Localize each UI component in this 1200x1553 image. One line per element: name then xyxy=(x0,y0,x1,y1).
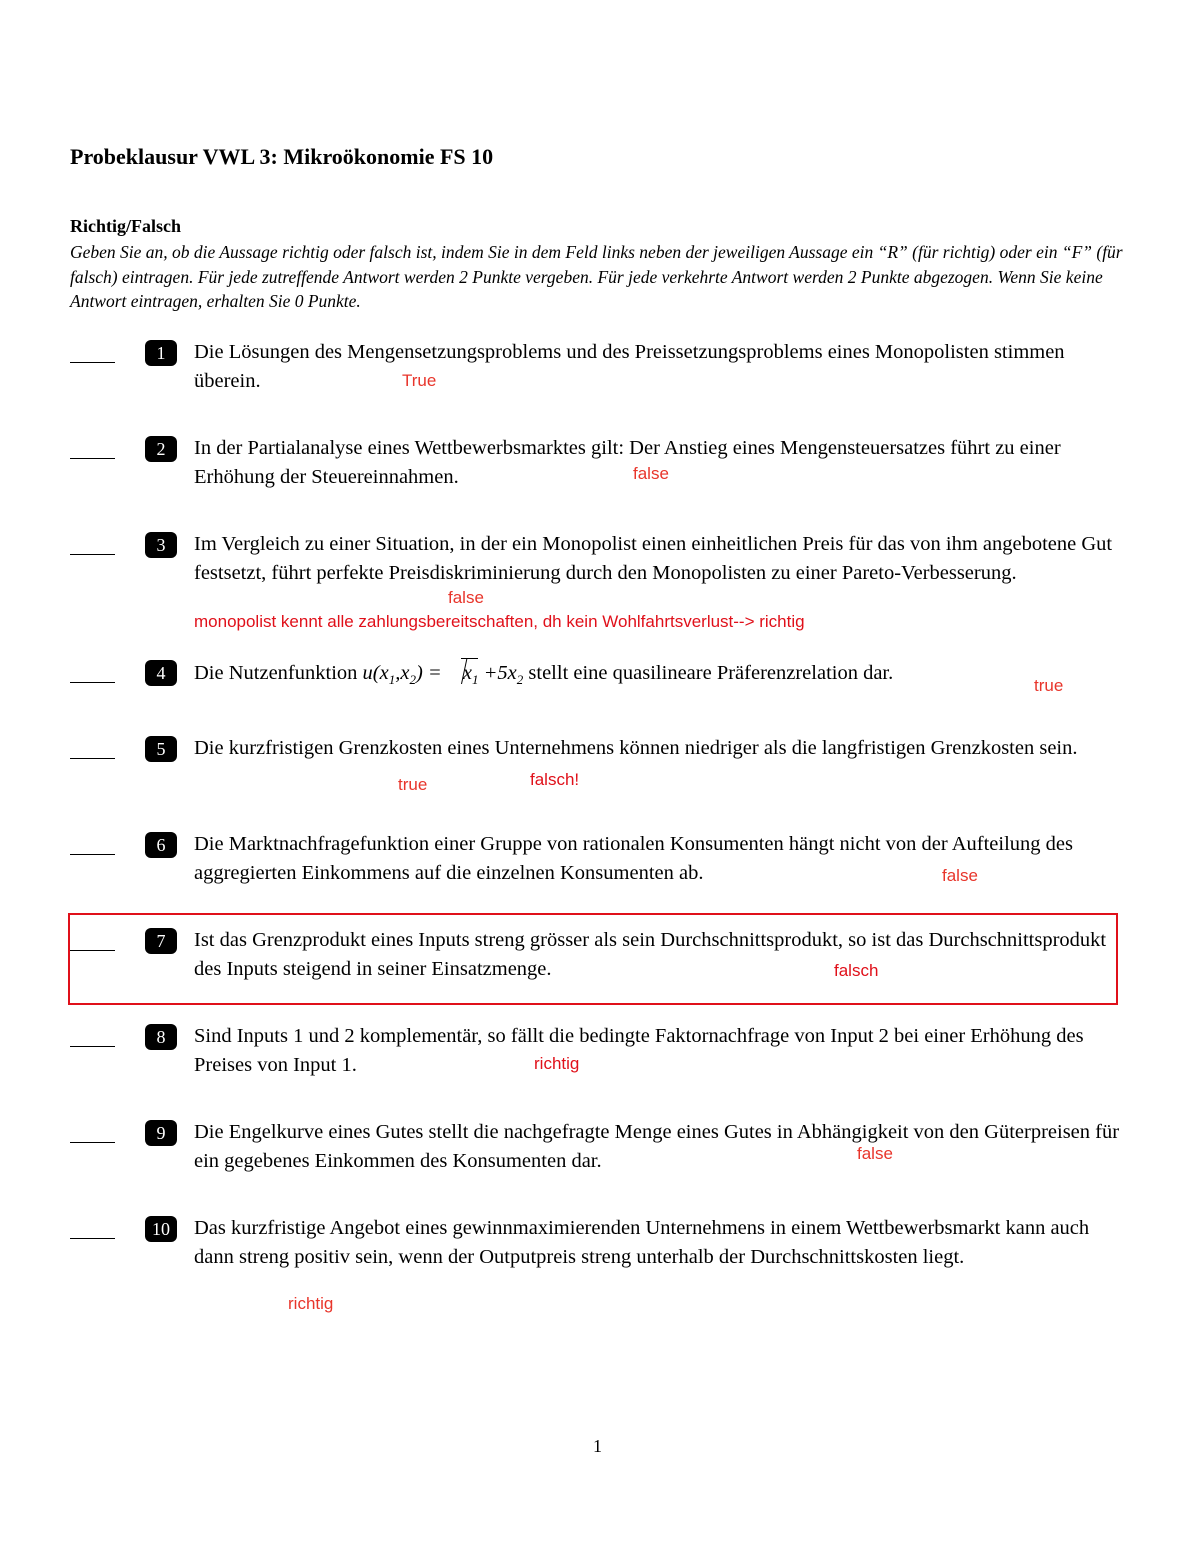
question-text: In der Partialanalyse eines Wettbewerbsmarktes gilt: Der Anstieg eines Mengensteuersatzes führt zu einer Erhöhung der Steuereinnahmen. xyxy=(194,437,1061,488)
annotation-q3-note: monopolist kennt alle zahlungsbereitschaften, dh kein Wohlfahrtsverlust--> richtig xyxy=(194,612,805,631)
question-text: Die Marktnachfragefunktion einer Gruppe von rationalen Konsumenten hängt nicht von der Aufteilung des aggregierten Einkommens auf die einzelnen Konsumenten ab. xyxy=(194,833,1073,884)
annotation-q10: richtig xyxy=(288,1294,334,1313)
question-number-badge: 9 xyxy=(145,1120,177,1146)
annotation-q8: richtig xyxy=(534,1054,580,1073)
section-heading: Richtig/Falsch xyxy=(70,216,181,236)
answer-blank[interactable] xyxy=(70,736,115,759)
annotation-q5-a: true xyxy=(398,775,428,794)
answer-blank[interactable] xyxy=(70,1216,115,1239)
answer-blank[interactable] xyxy=(70,1120,115,1143)
question-number-badge: 1 xyxy=(145,340,177,366)
question-number-badge: 6 xyxy=(145,832,177,858)
question-number-badge: 10 xyxy=(145,1216,177,1242)
answer-blank[interactable] xyxy=(70,660,115,683)
annotation-q1: True xyxy=(402,371,437,390)
annotation-q3: false xyxy=(448,588,484,607)
answer-blank[interactable] xyxy=(70,436,115,459)
annotation-q4: true xyxy=(1034,676,1064,695)
answer-blank[interactable] xyxy=(70,532,115,555)
question-number-badge: 2 xyxy=(145,436,177,462)
answer-blank[interactable] xyxy=(70,1024,115,1047)
question-number-badge: 4 xyxy=(145,660,177,686)
answer-blank[interactable] xyxy=(70,832,115,855)
question-text: Die Engelkurve eines Gutes stellt die nachgefragte Menge eines Gutes in Abhängigkeit von den Güterpreisen für ein gegebenes Einkommen des Konsumenten dar. xyxy=(194,1121,1120,1172)
document-title: Probeklausur VWL 3: Mikroökonomie FS 10 xyxy=(70,144,494,169)
annotation-q6: false xyxy=(942,866,978,885)
question-text: Die Lösungen des Mengensetzungsproblems und des Preissetzungsproblems eines Monopolisten stimmen überein. xyxy=(194,341,1065,392)
question-text: Sind Inputs 1 und 2 komplementär, so fällt die bedingte Faktornachfrage von Input 2 bei einer Erhöhung des Preises von Input 1. xyxy=(194,1025,1084,1076)
question-text-after: stellt eine quasilineare Präferenzrelation dar. xyxy=(528,662,894,684)
instructions-text: Geben Sie an, ob die Aussage richtig oder falsch ist, indem Sie in dem Feld links neben der jeweiligen Aussage ein “R” (für richtig) oder ein “F” (für falsch) eintragen. Für jede zutreffende Antwort werden 2 Punkte vergeben. Für jede verkehrte Antwort werden 2 Punkte abgezogen. Wenn Sie keine Antwort eintragen, erhalten Sie 0 Punkte. xyxy=(70,242,1123,311)
question-number-badge: 3 xyxy=(145,532,177,558)
question-number-badge: 7 xyxy=(145,928,177,954)
question-text xyxy=(194,658,1134,695)
question-text: Das kurzfristige Angebot eines gewinnmaximierenden Unternehmens in einem Wettbewerbsmarkt kann auch dann streng positiv sein, wenn der Outputpreis streng unterhalb der Durchschnittskosten liegt. xyxy=(194,1217,1090,1268)
annotation-q5-b: falsch! xyxy=(530,770,580,789)
annotation-q2: false xyxy=(633,464,669,483)
question-text: Die kurzfristigen Grenzkosten eines Unternehmens können niedriger als die langfristigen Grenzkosten sein. xyxy=(194,737,1078,759)
page-number: 1 xyxy=(593,1436,602,1456)
answer-blank[interactable] xyxy=(70,340,115,363)
question-number-badge: 5 xyxy=(145,736,177,762)
question-text: Im Vergleich zu einer Situation, in der ein Monopolist einen einheitlichen Preis für das von ihm angebotene Gut festsetzt, führt perfekte Preisdiskriminierung durch den Monopolisten zu einer Pareto-Verbesserung. xyxy=(194,533,1113,584)
question-number-badge: 8 xyxy=(145,1024,177,1050)
question-text-before: Die Nutzenfunktion xyxy=(194,662,358,684)
annotation-q7: falsch xyxy=(834,961,879,980)
highlight-box xyxy=(68,913,1118,1005)
annotation-q9: false xyxy=(857,1144,893,1163)
question-text: Ist das Grenzprodukt eines Inputs streng grösser als sein Durchschnittsprodukt, so ist das Durchschnittsprodukt des Inputs steigend in seiner Einsatzmenge. xyxy=(194,929,1107,980)
utility-formula: $u(x_1,x_2) = x_1 +5x_2$ xyxy=(363,662,524,684)
